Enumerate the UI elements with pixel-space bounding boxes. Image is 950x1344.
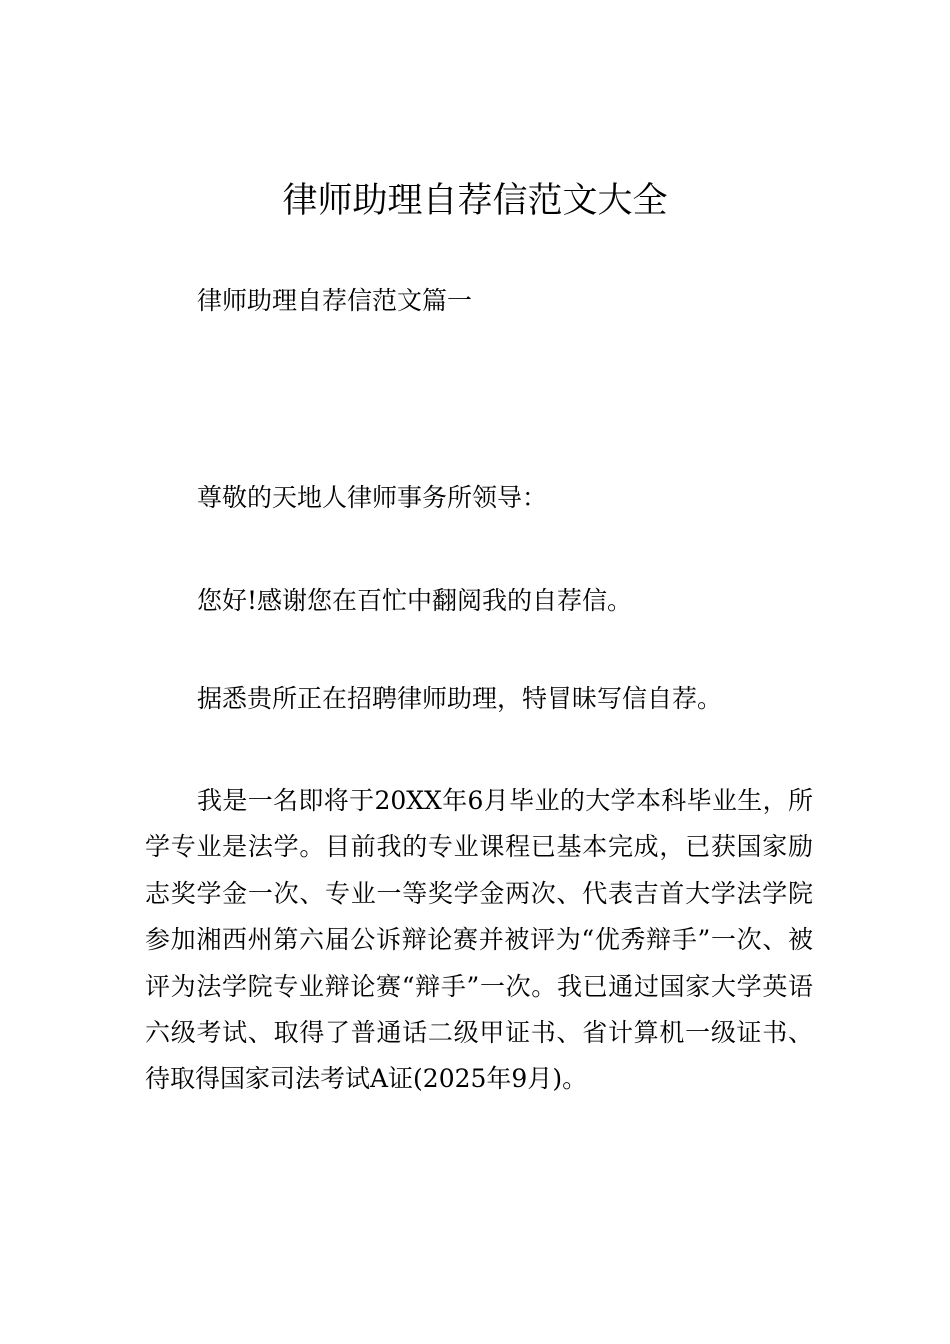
- paragraph-greeting: 您好!感谢您在百忙中翻阅我的自荐信。: [197, 586, 633, 615]
- paragraph-background: 我是一名即将于20XX年6月毕业的大学本科毕业生，所学专业是法学。目前我的专业课程已基本完成，已获国家励志奖学金一次、专业一等奖学金两次、代表吉首大学法学院参加湘西州第六届公诉辩论赛并被评为“优秀辩手”一次、被评为法学院专业辩论赛“辩手”一次。我已通过国家大学英语六级考试、取得了普通话二级甲证书、省计算机一级证书、待取得国家司法考试A证(2025年9月)。: [145, 786, 813, 1094]
- salutation: 尊敬的天地人律师事务所领导：: [197, 483, 548, 512]
- paragraph-purpose: 据悉贵所正在招聘律师助理，特冒昧写信自荐。: [197, 684, 723, 713]
- document-title: 律师助理自荐信范文大全: [282, 181, 668, 221]
- section-heading: 律师助理自荐信范文篇一: [197, 286, 473, 315]
